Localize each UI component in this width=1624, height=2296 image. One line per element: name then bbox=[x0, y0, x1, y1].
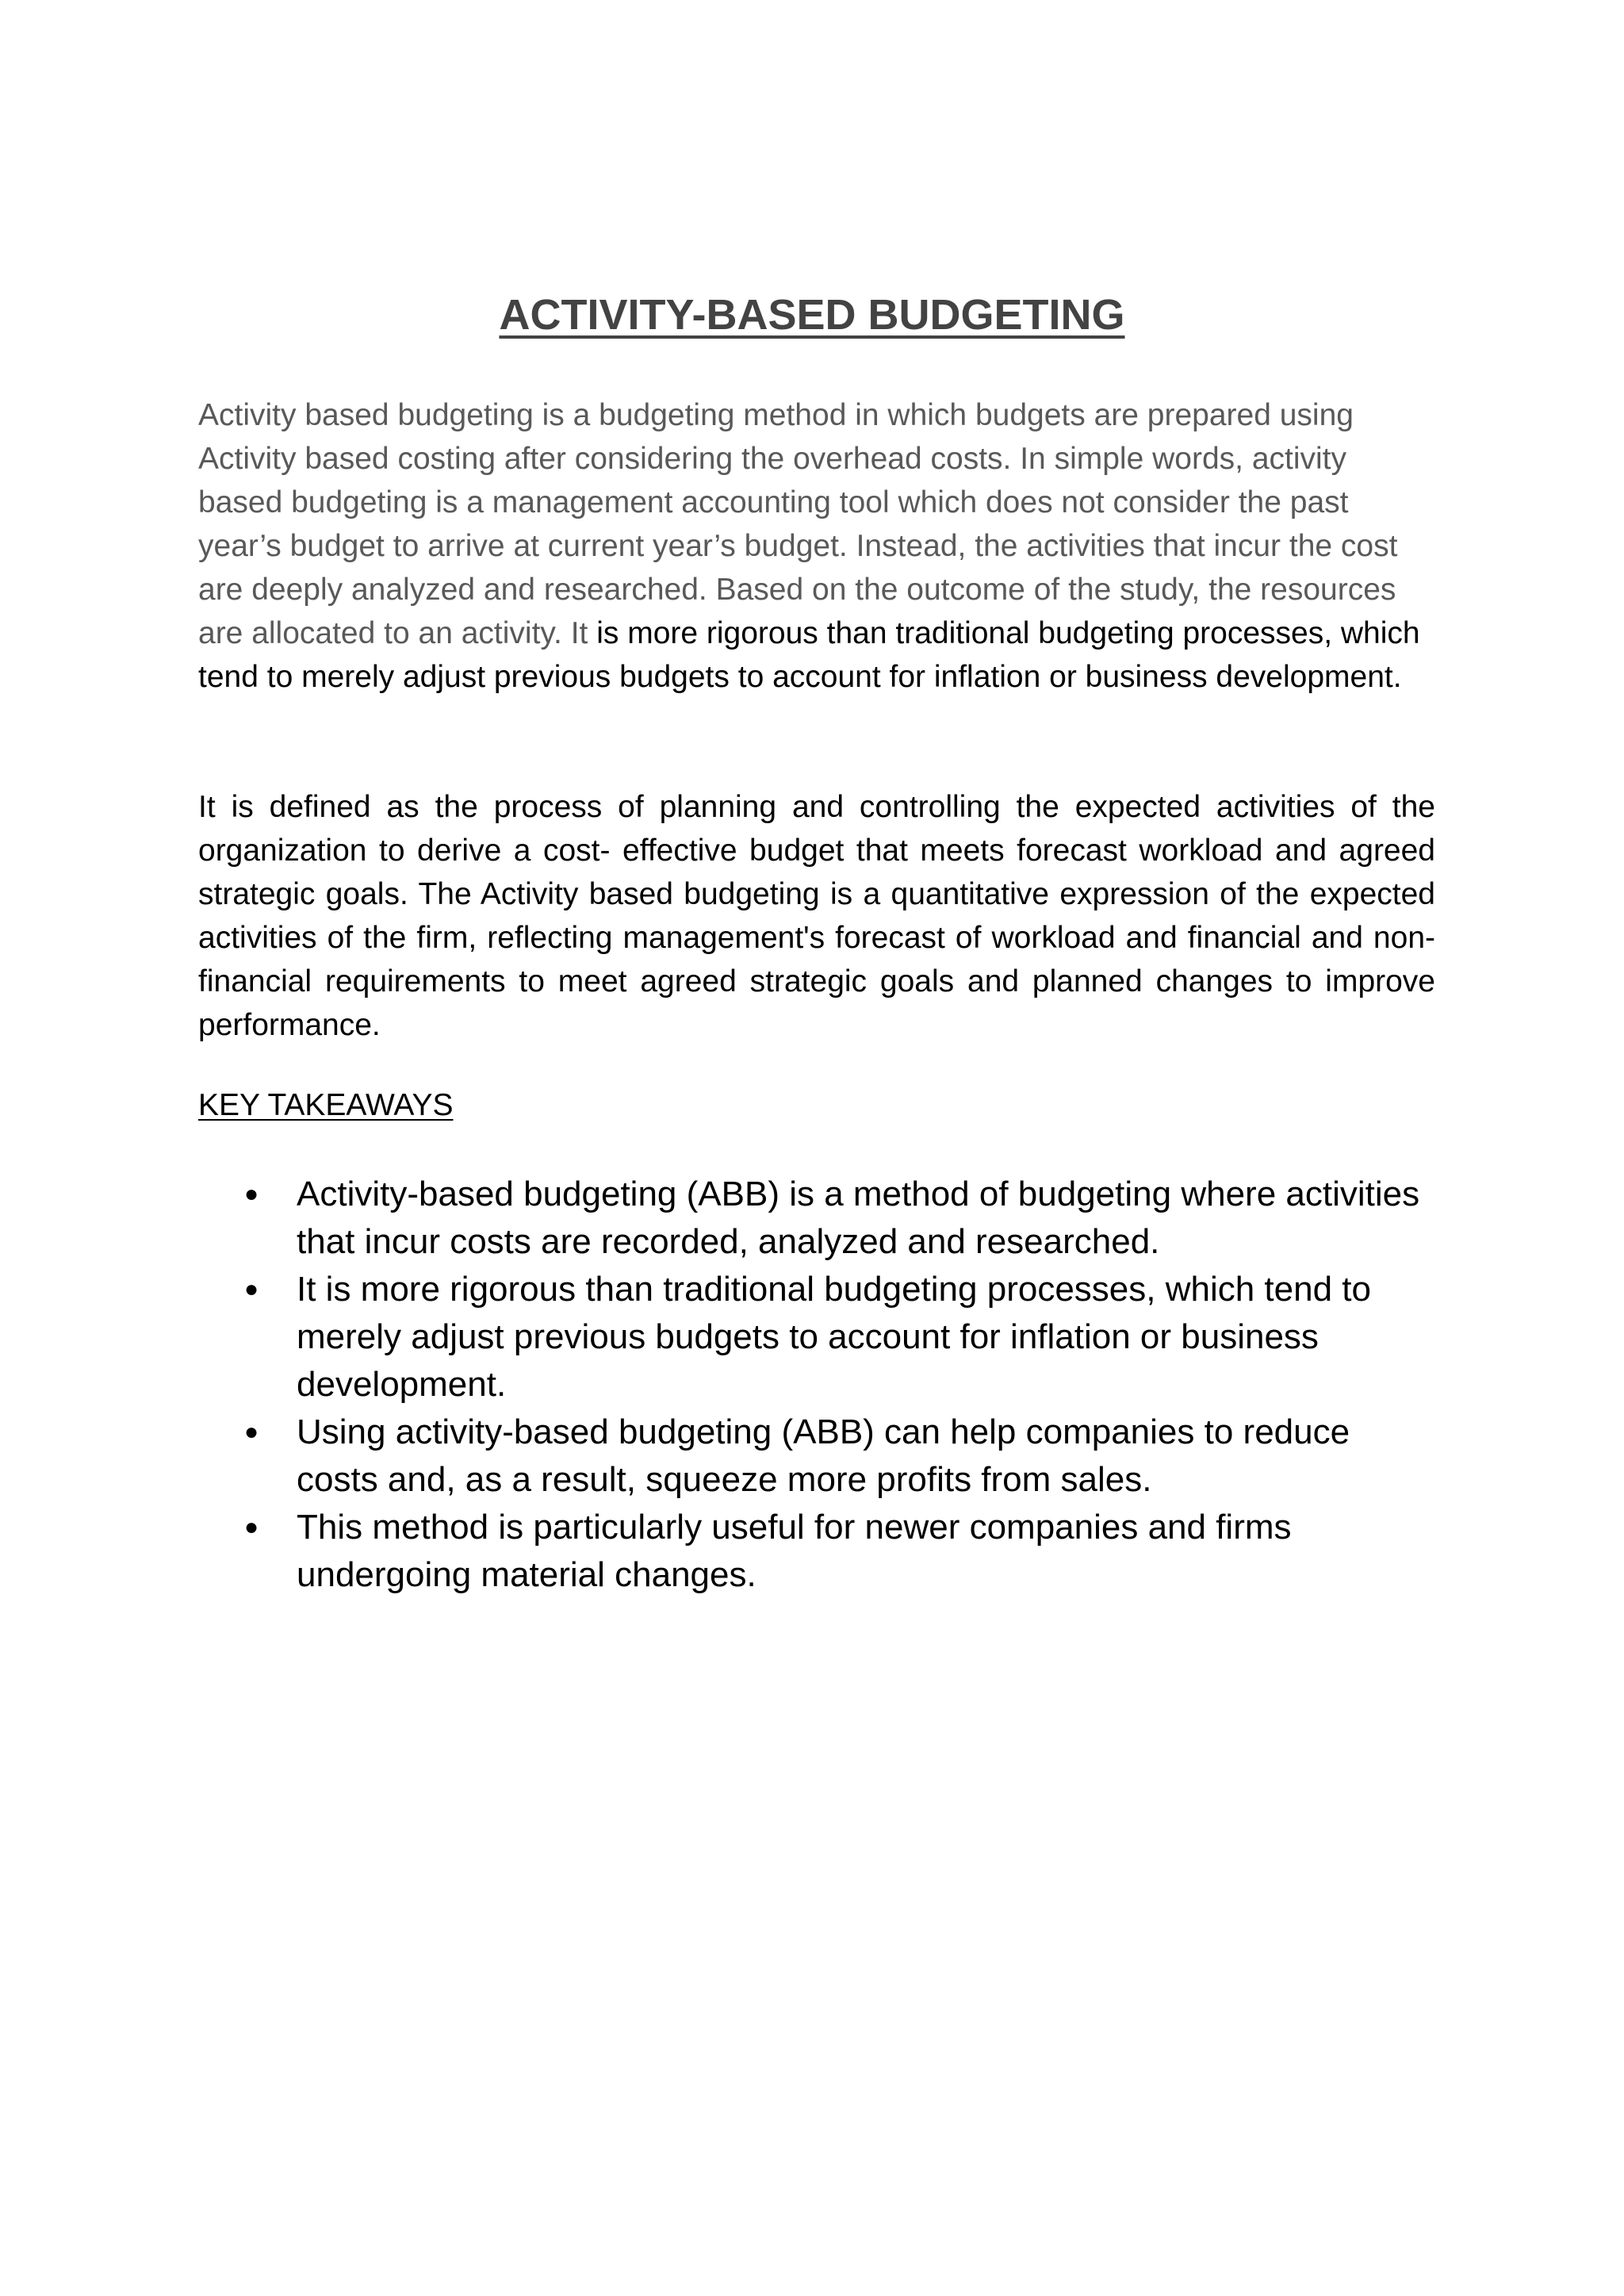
list-item-text: It is more rigorous than traditional budgeting processes, which tend to merely adjust previous budgets to account for inflation or business development. bbox=[297, 1270, 1371, 1404]
list-item bbox=[198, 1504, 1435, 1599]
intro-paragraph-grey-text: Activity based budgeting is a budgeting method in which budgets are prepared using Activity based costing after considering the overhead costs. In simple words, activity based budgeting is a management accounting tool which does not consider the past year’s budget to arrive at current year’s budget. Instead, the activities that incur the cost are deeply analyzed and researched. Based on the outcome of the study, the resources are allocated to an activity. It bbox=[198, 398, 1398, 650]
bullet-icon: ● bbox=[244, 1276, 259, 1302]
page-title: ACTIVITY-BASED BUDGETING bbox=[499, 291, 1125, 339]
list-item bbox=[198, 1171, 1435, 1266]
bullet-icon: ● bbox=[244, 1419, 259, 1445]
list-item bbox=[198, 1266, 1435, 1409]
definition-paragraph: It is defined as the process of planning and controlling the expected activities of the organization to derive a cost- effective budget that meets forecast workload and agreed strategic goals. The Activity based budgeting is a quantitative expression of the expected activities of the firm, reflecting management's forecast of workload and financial and non-financial requirements to meet agreed strategic goals and planned changes to improve performance. bbox=[198, 790, 1435, 1042]
bullet-icon: ● bbox=[244, 1181, 259, 1207]
key-takeaways-heading: KEY TAKEAWAYS bbox=[198, 1088, 454, 1122]
list-item-text: Using activity-based budgeting (ABB) can help companies to reduce costs and, as a result, squeeze more profits from sales. bbox=[297, 1412, 1350, 1499]
intro-paragraph bbox=[198, 393, 1435, 699]
bullet-icon: ● bbox=[244, 1514, 259, 1540]
key-takeaways-list bbox=[198, 1171, 1435, 1599]
list-item bbox=[198, 1409, 1435, 1504]
list-item-text: This method is particularly useful for newer companies and firms undergoing material changes. bbox=[297, 1508, 1292, 1594]
intro-paragraph-black-text: is more rigorous than traditional budgeting processes, which tend to merely adjust previous budgets to account for inflation or business development. bbox=[198, 616, 1420, 694]
list-item-text: Activity-based budgeting (ABB) is a method of budgeting where activities that incur costs are recorded, analyzed and researched. bbox=[297, 1175, 1420, 1261]
